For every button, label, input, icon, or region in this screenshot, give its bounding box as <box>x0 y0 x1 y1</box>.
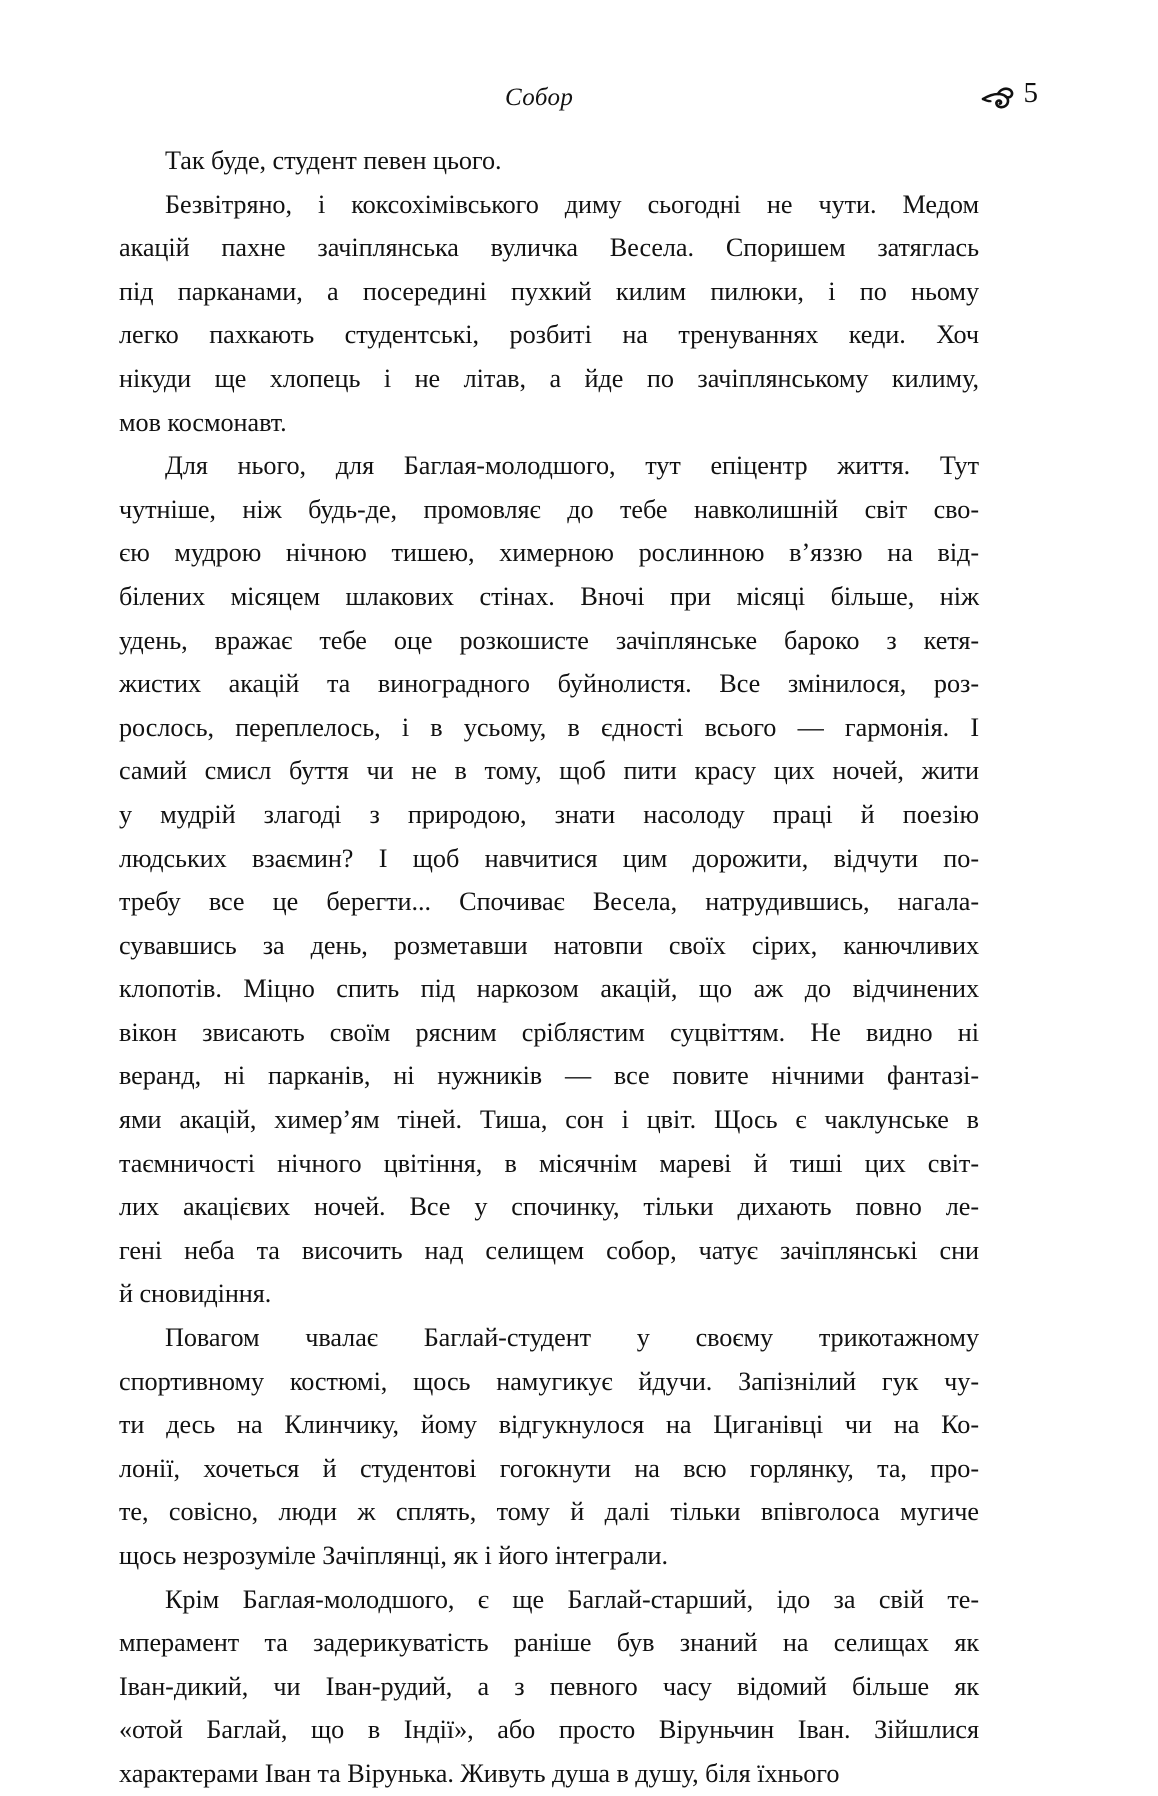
text-line: Безвітряно, і коксохімівського диму сьогодні не чути. Медом <box>165 189 979 219</box>
running-head <box>120 76 1038 124</box>
text-block <box>119 139 979 1796</box>
text-line: жистих акацій та виноградного буйнолистя. Все змінилося, роз- <box>119 669 979 699</box>
text-line: чутніше, ніж будь-де, промовляє до тебе навколишній світ сво- <box>119 494 979 524</box>
text-line: й сновидіння. <box>119 1279 272 1309</box>
text-line: Для нього, для Баглая-молодшого, тут епіцентр життя. Тут <box>165 451 979 481</box>
paragraph <box>119 139 979 183</box>
running-head-title: Собор <box>505 84 574 111</box>
text-line: рослось, переплелось, і в усьому, в єдності всього — гармонія. І <box>119 712 979 742</box>
text-line: ями акацій, химер’ям тіней. Тиша, сон і цвіт. Щось є чаклунське в <box>119 1105 979 1135</box>
text-line: білених місяцем шлакових стінах. Вночі при місяці більше, ніж <box>119 581 979 611</box>
text-line: у мудрій злагоді з природою, знати насолоду праці й поезію <box>119 799 979 829</box>
paragraph <box>119 1578 979 1796</box>
fleuron-ornament-icon <box>981 82 1015 112</box>
text-line: требу все це берегти... Спочиває Весела, натрудившись, нагала- <box>119 887 979 917</box>
text-line: Крім Баглая-молодшого, є ще Баглай-старший, ідо за свій те- <box>165 1584 979 1614</box>
text-line: щось незрозуміле Зачіплянці, як і його інтеграли. <box>119 1541 669 1570</box>
text-line: вікон звисають своїм рясним сріблястим суцвіттям. Не видно ні <box>119 1017 979 1047</box>
text-line: характерами Іван та Вірунька. Живуть душа в душу, біля їхнього <box>119 1758 840 1788</box>
text-line: веранд, ні парканів, ні нужників — все повите нічними фантазі- <box>119 1061 979 1091</box>
text-line: гені неба та височить над селищем собор, чатує зачіплянські сни <box>119 1235 979 1265</box>
text-line: легко пахкають студентські, розбиті на тренуваннях кеди. Хоч <box>119 320 979 350</box>
text-line: лих акацієвих ночей. Все у спочинку, тільки дихають повно ле- <box>119 1192 979 1222</box>
text-line: Так буде, студент певен цього. <box>165 146 502 175</box>
text-line: мперамент та задерикуватість раніше був знаний на селищах як <box>119 1628 979 1658</box>
text-line: мов космонавт. <box>119 407 287 437</box>
text-line: «отой Баглай, що в Індії», або просто Віруньчин Іван. Зійшлися <box>119 1715 979 1745</box>
text-line: спортивному костюмі, щось намугикує йдучи. Запізнілий гук чу- <box>119 1366 979 1396</box>
text-line: єю мудрою нічною тишею, химерною рослинною в’яззю на від- <box>119 538 979 568</box>
text-line: сувавшись за день, розметавши натовпи своїх сірих, канючливих <box>119 930 979 960</box>
folio-group <box>981 78 1039 108</box>
text-line: таємничості нічного цвітіння, в місячнім мареві й тиші цих світ- <box>119 1148 979 1178</box>
text-line: самий смисл буття чи не в тому, щоб пити красу цих ночей, жити <box>119 756 979 786</box>
paragraph <box>119 183 979 445</box>
paragraph <box>119 1316 979 1578</box>
text-line: клопотів. Міцно спить під наркозом акацій, що аж до відчинених <box>119 974 979 1004</box>
text-line: удень, вражає тебе оце розкошисте зачіплянське бароко з кетя- <box>119 625 979 655</box>
text-line: нікуди ще хлопець і не літав, а йде по зачіплянському килиму, <box>119 363 979 393</box>
text-line: лонії, хочеться й студентові гогокнути на всю горлянку, та, про- <box>119 1453 979 1483</box>
page-number: 5 <box>1023 76 1038 109</box>
text-line: Іван-дикий, чи Іван-рудий, а з певного часу відомий більше як <box>119 1671 979 1701</box>
text-line: ти десь на Клинчику, йому відгукнулося на Циганівці чи на Ко- <box>119 1410 979 1440</box>
text-line: людських взаємин? І щоб навчитися цим дорожити, відчути по- <box>119 843 979 873</box>
text-line: під парканами, а посередині пухкий килим пилюки, і по ньому <box>119 276 979 306</box>
paragraph <box>119 444 979 1316</box>
text-line: акацій пахне зачіплянська вуличка Весела. Споришем затяглась <box>119 233 979 263</box>
text-line: те, совісно, люди ж сплять, тому й далі тільки впівголоса мугиче <box>119 1497 979 1527</box>
text-line: Повагом чвалає Баглай-студент у своєму трикотажному <box>165 1323 979 1353</box>
